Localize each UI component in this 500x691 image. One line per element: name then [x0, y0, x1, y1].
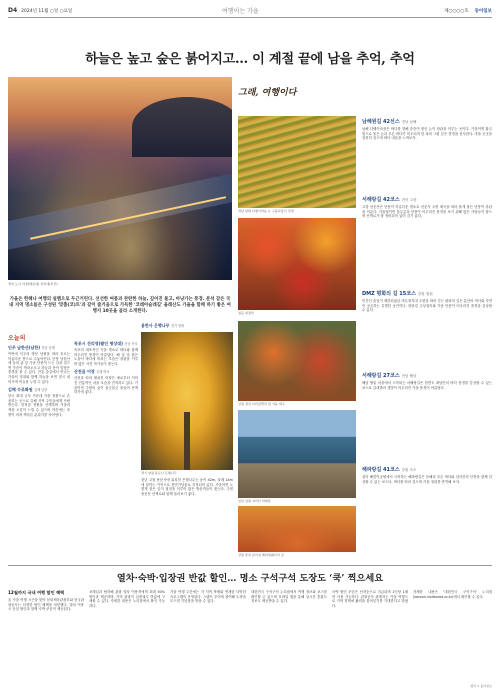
bottom-divider [8, 565, 492, 566]
bottom-col-2-text: 코레일과 협력해 관광 열차 이용객에게 최대 50% 할인을 제공하며, 지역 관광지 입장권도 반값에 구매할 수 있다. 자세한 내용은 누리집에서 확인 가능하다. [89, 590, 165, 608]
bottom-col-4 [251, 590, 327, 604]
left-section-2-title: 김해 수로화원 김해 남한 [8, 387, 48, 393]
right-article-3 [362, 290, 492, 313]
right-article-3-title: DMZ 평화의 길 15코스 강원 철원 [362, 291, 433, 297]
bottom-col-3 [170, 590, 246, 604]
mid-section-2-text: 산천을 따라 펼쳐진 어장은 예로부터 이어진 전통적인 마을 모습을 간직하고 있다. 가을이면 주변의 숲이 울긋불긋 물들어 산책하기에 좋다. [74, 376, 138, 395]
city-night-photo [8, 77, 232, 280]
mid-section-1-title: 목포시 진리영(팔인 명상대) 전남 목포 [74, 341, 138, 346]
page-header [8, 6, 492, 15]
right-article-4 [362, 372, 492, 390]
newspaper-brand: 동아일보 [474, 8, 492, 14]
valley-caption: 강원 정선 아리랑열차 및 가을 계곡 [238, 402, 285, 406]
bottom-col-6-text: 자세한 내용은 '대한민국 구석구석' 누리집(korean.visitkorea.or.kr)에서 확인할 수 있다. [413, 590, 492, 599]
header-divider [8, 17, 492, 18]
ginkgo-tree-photo [141, 332, 233, 470]
coast-photo [238, 410, 356, 498]
mid-column [74, 333, 138, 395]
city-photo-caption: 경상 도시 야경(해운대) 전망대(부산) [8, 282, 58, 286]
right-article-1 [362, 118, 492, 141]
right-article-5-text: 설악 해맞이공원에서 시작하는 해파랑길은 동해의 푸른 바다와 설악산의 단풍을 함께 감상할 수 있는 코스다. 바다를 따라 걸으며 가을 정취를 만끽해 보자. [362, 475, 492, 484]
main-headline: 하늘은 높고 숲은 붉어지고… 이 계절 끝에 남을 추억, 추억 [85, 52, 415, 67]
valley-photo [238, 321, 356, 401]
right-article-2-text: 고창 선운산은 단풍이 아름다운 명소로 선운사 주변 계곡을 따라 붉게 물든 단풍이 장관을 이룬다. 가을철이면 꽃무릇과 단풍이 어우러진 풍경을 보기 위해 많은 사람들이 찾으며 산책로가 잘 정비되어 있어 걷기 좋다. [362, 205, 492, 219]
bottom-col-2 [89, 590, 165, 608]
mid-section-2-title: 산천읍 어장 김해 명서 [74, 369, 110, 375]
ginkgo-text: 천년 고찰 용문사에 위치한 은행나무는 높이 42m, 둘레 14m에 달하는 거목으로 천연기념물로 지정되어 있다. 가을이면 노랗게 물든 잎이 절정을 이루어 많은 방문객들이 찾는다. 주변 용문산 산책로와 함께 둘러보기 좋다. [141, 478, 233, 496]
coast-caption: 전북 남원 지리산 바래봉 [238, 499, 271, 503]
column-marker: 오늘의 [8, 335, 26, 342]
right-article-1-title: 남해원길 42선스 경남 남해 [362, 119, 417, 125]
left-column [8, 333, 70, 417]
bottom-col-1 [8, 590, 84, 612]
footer-credit: 정리 = 동아일보 [470, 684, 492, 688]
left-section-1-title: 인주 남한산(남한) 경남 남해 [8, 345, 55, 350]
right-article-5-title: 해파랑길 41코스 강원 속초 [362, 467, 417, 473]
bottom-col-4-text: 대한민국 구석구석 누리집에서 여행 정보와 코스를 확인할 수 있으며 모바일 앱을 통해 실시간 혼잡도 정보도 제공받을 수 있다. [251, 590, 327, 604]
right-article-5 [362, 466, 492, 484]
issue-number: 제○○○○호 [444, 8, 469, 14]
maple-road-photo [238, 506, 356, 552]
bottom-col-6 [413, 590, 492, 599]
ginkgo-title: 용반사 은행나무 경기 양평 [141, 323, 185, 328]
calligraphy-text: 그래, 여행이다 [238, 88, 297, 98]
right-article-2-title: 서해랑길 42코스 전북 고창 [362, 197, 417, 203]
right-article-3-text: 민간인 출입이 제한되었던 비무장지대 주변을 따라 걷는 평화의 길은 분단의 역사와 자연이 공존하는 특별한 공간이다. 한탄강 주상절리와 가을 단풍이 어우러진 풍경을 감상할 수 있다. [362, 299, 492, 313]
intro-paragraph: 가을은 한해나 여행의 설렘으로 두근거린다. 선선한 여름과 찬란한 하늘, 깊어진 물고, 마냥가는 풍경. 분석 같은 국내 지역 명소들은 구성된 '맞춤(코)트'과 같이 즐거움으로 가득한 '코레아슬레길' 올레산도 가을을 함께 하기 좋은 여행지 10곳을 골라 소개한다. [9, 297, 231, 314]
bottom-col-3-text: 가을 여행 주간에는 각 지역 축제와 연계한 다양한 프로그램이 운영된다. 스탬프 투어에 참여해 도장을 모으면 기념품을 받을 수 있다. [170, 590, 246, 604]
right-article-1-text: 남해 다랭이마을은 바다를 향해 층층이 쌓인 논이 장관을 이루는 곳이다. 가을이면 황금빛으로 물든 논과 푸른 바다가 어우러져 한 폭의 그림 같은 풍경을 선사한다. 마을 곳곳을 천천히 걸으며 바다 내음을 느껴보자. [362, 127, 492, 141]
bottom-col-5-text: 숙박 할인 쿠폰은 선착순으로 지급되며 1인당 1매만 사용 가능하다. 관광공사 관계자는 가을 여행으로 지역 경제에 활력을 불어넣기를 기대한다고 밝혔다. [332, 590, 408, 608]
section-title: 여행이는 가을 [222, 8, 259, 15]
bottom-col-1-text: 올 가을 여행 시즌을 맞아 문화체육관광부와 한국관광공사는 다양한 할인 혜택을 마련했다. 열차 이용 시 운임 할인과 함께 숙박 쿠폰이 제공된다. [8, 598, 84, 612]
maple-photo [238, 218, 356, 310]
right-article-4-title: 서해랑길 27코스 전남 해남 [362, 373, 417, 379]
bottom-col-1-title: 12월까지 국내 여행 할인 혜택 [8, 590, 65, 595]
right-article-2 [362, 196, 492, 219]
road-caption: 강원 춘천 남이섬 메타세쿼이아 길 [238, 553, 284, 557]
right-article-4-text: 해남 땅끝 마을에서 시작되는 서해랑길은 한반도 최남단의 바다 풍경을 감상할 수 있는 코스로 갈대밭과 갯벌이 어우러진 가을 풍경이 아름답다. [362, 381, 492, 390]
maple-caption: 정읍 내장산 [238, 311, 254, 315]
calligraphy-logo [238, 80, 338, 110]
terrace-photo [238, 116, 356, 208]
bottom-col-5 [332, 590, 408, 608]
page-number: D4 [8, 7, 18, 14]
ginkgo-caption: 경기 양평 용문사 은행나무 [141, 471, 177, 475]
issue-date: 2024년 11월 ○일 ○요일 [21, 8, 73, 14]
left-section-1-text: 이번에 인주의 방문 남원을 따라 흐르는 아름다운 풍으로 수놓아진다. 단풍 남한산에 올라 굽 앞 가을 단풍이 드는 길을 걸으면 가슴이 벅차오르고 하늘과 산이 맞닿은 풍경을 볼 수 있다. 전통 숲길에서 만나는 가을의 정취와 함께 하늘을 보면 잠시 쉬어가며 여유를 누릴 수 있다. [8, 352, 70, 384]
left-section-2-text: 한국 최대 규모 가운데 가을 정원으로 손꼽히는 곳으로 김해 지역 주민들에게 사랑받는다. 한적한 정원을 산책하며 가을의 색을 오롯이 느낄 수 있으며 야간에는 조명이 켜져 색다른 분위기를 자아낸다. [8, 394, 70, 417]
bottom-headline: 열차·숙박·입장권 반값 할인… 명소 구석구석 도장도 ‘쿡’ 찍으세요 [116, 573, 384, 584]
mid-section-1-text: 목포의 대표적인 가을 명소로 바다와 함께 어우러진 풍경이 아름답다. 해 질 녘 붉은 노을이 바다에 비치는 모습은 장관을 이루며 많은 사진 작가들이 찾는다. [74, 348, 138, 366]
terrace-caption: 경남 남해 다랭이마을 논 구불다랑이 전경 [238, 209, 294, 213]
